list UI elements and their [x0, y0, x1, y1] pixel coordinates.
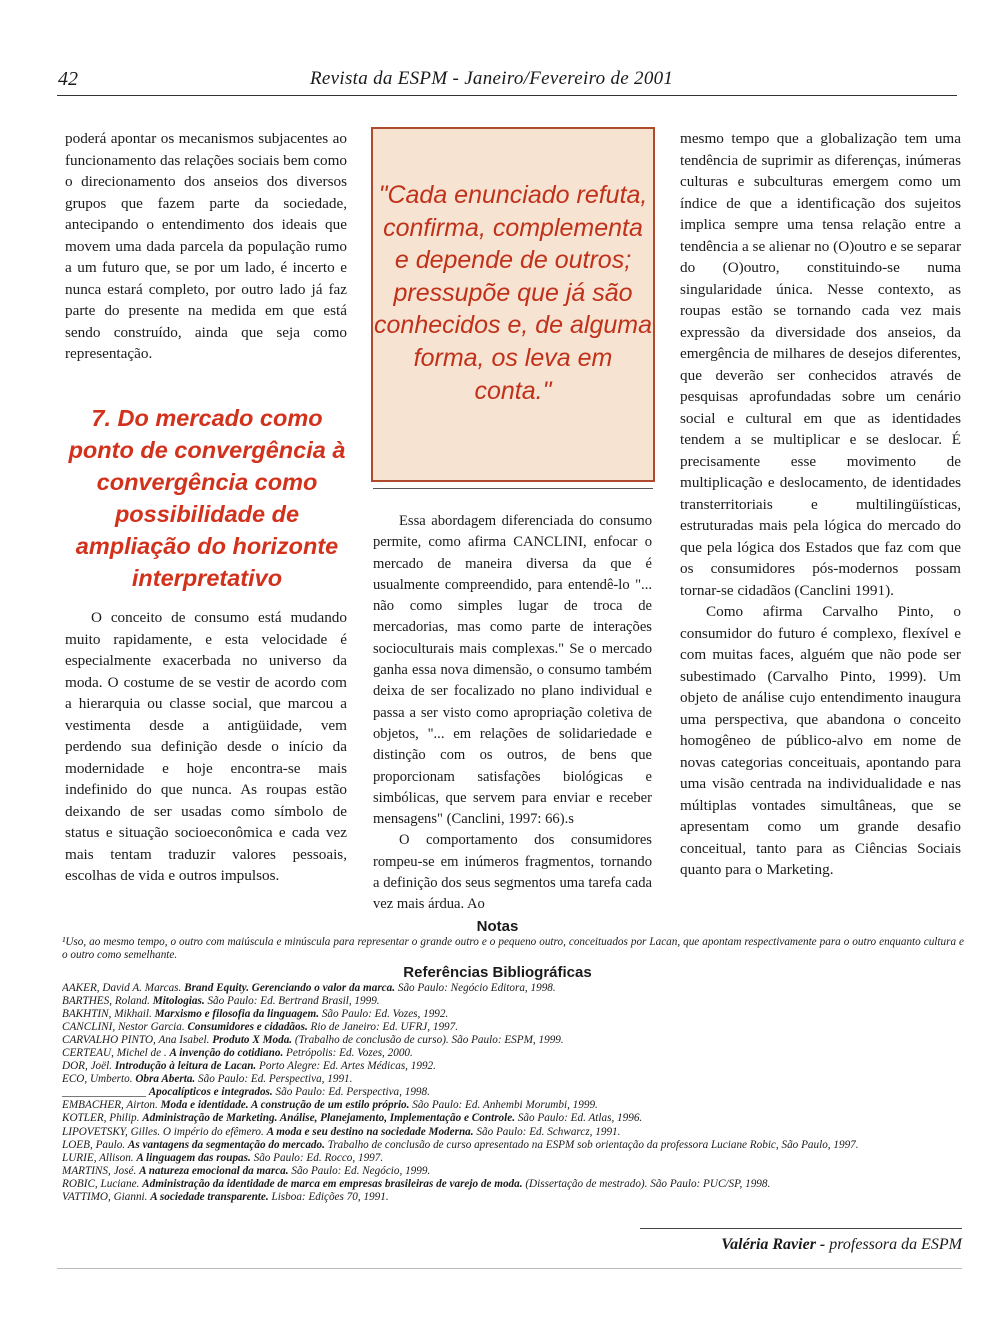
reference-list: [62, 982, 967, 1204]
references-heading: Referências Bibliográficas: [403, 964, 592, 981]
paragraph: Essa abordagem diferenciada do consumo permite, como afirma CANCLINI, enfocar o mercado de maneira diversa da que é usualmente compreendido, para entendê-lo "... não como simples lugar de troca de mercadorias, mas como parte de interações socioculturais mais complexas." Se o mercado ganha essa nova dimensão, o consumo também deixa de ser focalizado no plano individual e passa a ser visto como apropriação coletiva de objetos, "... em relações de solidariedade e distinção com os outros, de bens que proporcionam satisfações biológicas e simbólicas, que servem para enviar e receber mensagens" (Canclini, 1997: 66).s: [373, 513, 652, 828]
paragraph: mesmo tempo que a globalização tem uma tendência de suprimir as diferenças, inúmeras culturas e subculturas emergem como um índice de que a identificação dos sujeitos implica sempre uma tensa relação entre a tendência a se alienar no (O)outro e se separar do (O)outro, constituindo-se numa singularidade única. Nesse contexto, as roupas estão se tornando cada vez mais expressão da diversidade dos anseios, da emergência de milhares de desejos diferentes, que deverão ser conhecidos através de pesquisas aprofundadas sobre um cenário social e cultural em que as identidades tendem a se multiplicar e se deslocar. É precisamente esse movimento de multiplicação e deslocamento, de identidades transterritoriais e multilingüísticas, estruturadas mais pela lógica do mercado do que pela lógica dos Estados que faz com que os consumidores pós-modernos possam tornar-se cidadãos (Canclini 1991).: [680, 130, 961, 599]
reference-item: [62, 982, 967, 995]
reference-author: CERTEAU, Michel de .: [62, 1047, 167, 1060]
pull-quote-rule: [373, 488, 653, 489]
reference-author: LIPOVETSKY, Gilles. O império do efêmero.: [62, 1125, 264, 1138]
reference-author: BAKHTIN, Mikhail.: [62, 1008, 152, 1021]
reference-item: [62, 1086, 967, 1099]
paragraph: poderá apontar os mecanismos subjacentes ao funcionamento das relações sociais bem como o direcionamento dos anseios dos diversos grupos que fazem parte da sociedade, antecipando o entendimento dos ideais que movem uma dada parcela da população rumo a um futuro que, se por um lado, é incerto e nunca estará completo, por outro lado já faz parte do presente na medida em que está sendo construído, ainda que seja como representação.: [65, 130, 347, 362]
reference-author: MARTINS, José.: [62, 1164, 137, 1177]
reference-title: Obra Aberta.: [135, 1073, 196, 1086]
reference-item: [62, 1034, 967, 1047]
reference-title: Produto X Moda.: [212, 1034, 293, 1047]
column-3: [680, 128, 961, 881]
pull-quote-box: [371, 127, 655, 482]
page-number: 42: [58, 68, 78, 90]
reference-item: [62, 1112, 967, 1125]
reference-item: [62, 1165, 967, 1178]
running-header: Revista da ESPM - Janeiro/Fevereiro de 2001: [310, 68, 674, 89]
reference-author: LOEB, Paulo.: [62, 1138, 126, 1151]
column-2: [373, 511, 652, 916]
reference-title: Administração da identidade de marca em empresas brasileiras de varejo de moda.: [142, 1177, 523, 1190]
reference-publisher: Trabalho de conclusão de curso apresentado na ESPM sob orientação da professora Luciane Robic, São Paulo, 1997.: [327, 1138, 859, 1151]
reference-publisher: São Paulo: Ed. Bertrand Brasil, 1999.: [207, 995, 380, 1008]
reference-author: BARTHES, Roland.: [62, 995, 150, 1008]
reference-title: Moda e identidade. A construção de um estilo próprio.: [160, 1099, 410, 1112]
reference-title: A invenção do cotidiano.: [169, 1047, 284, 1060]
reference-author: KOTLER, Philip.: [62, 1112, 140, 1125]
reference-title: A natureza emocional da marca.: [139, 1164, 289, 1177]
reference-item: [62, 1008, 967, 1021]
paragraph: Como afirma Carvalho Pinto, o consumidor do futuro é complexo, flexível e com muitas faces, alguém que não pode ser subestimado (Carvalho Pinto, 1999). Um objeto de análise cujo entendimento inaugura uma perspectiva, que abandona o conceito homogêneo de público-alvo em nome de novas categorias conceituais, apontando para uma visão centrada na individualidade e nas múltiplas vontades simultâneas, que se apresentam como um grande desafio conceitual, tanto para as Ciências Sociais quanto para o Marketing.: [680, 603, 961, 878]
paragraph: O comportamento dos consumidores rompeu-se em inúmeros fragmentos, tornando a definição dos seus segmentos uma tarefa cada vez mais árdua. Ao: [373, 832, 652, 913]
column-1-top: [65, 128, 347, 365]
reference-title: Marxismo e filosofia da linguagem.: [154, 1008, 320, 1021]
signature-rule: [640, 1228, 962, 1229]
reference-item: [62, 1126, 967, 1139]
footnote: ¹Uso, ao mesmo tempo, o outro com maiúscula e minúscula para representar o grande outro e o pequeno outro, conceituados por Lacan, que apontam respectivamente para o outro enquanto cultura e o outro como semelhante.: [62, 936, 964, 961]
reference-item: [62, 1191, 967, 1204]
reference-author: CARVALHO PINTO, Ana Isabel.: [62, 1034, 210, 1047]
paragraph: O conceito de consumo está mudando muito rapidamente, e esta velocidade é especialmente exacerbada no universo da moda. O costume de se vestir de acordo com a hierarquia ou classe social, que marcou a vestimenta desde a antigüidade, vem perdendo sua definição desde o início da modernidade e hoje encontra-se mais indefinido do que nunca. As roupas estão deixando de ser usadas como símbolo de status e situação socioeconômica e cada vez mais tentam traduzir valores pessoais, escolhas de vida e outros impulsos.: [65, 609, 347, 884]
reference-title: Introdução à leitura de Lacan.: [114, 1060, 257, 1073]
reference-publisher: (Dissertação de mestrado). São Paulo: PUC/SP, 1998.: [525, 1177, 771, 1190]
reference-title: A moda e seu destino na sociedade Moderna.: [266, 1125, 474, 1138]
reference-author: ECO, Umberto.: [62, 1073, 133, 1086]
footer-rule: [57, 1268, 962, 1269]
reference-item: [62, 1152, 967, 1165]
reference-publisher: São Paulo: Ed. Vozes, 1992.: [321, 1008, 449, 1021]
reference-title: Mitologias.: [152, 995, 205, 1008]
reference-author: CANCLINI, Nestor Garcia.: [62, 1021, 185, 1034]
reference-title: A sociedade transparente.: [150, 1190, 269, 1203]
reference-title: Administração de Marketing. Análise, Planejamento, Implementação e Controle.: [142, 1112, 516, 1125]
reference-item: [62, 1060, 967, 1073]
reference-author: ROBIC, Luciane.: [62, 1177, 140, 1190]
reference-item: [62, 1021, 967, 1034]
reference-title: Consumidores e cidadãos.: [187, 1021, 308, 1034]
reference-author: DOR, Joël.: [62, 1060, 113, 1073]
reference-publisher: São Paulo: Ed. Negócio, 1999.: [291, 1164, 431, 1177]
column-1-bottom: [65, 607, 347, 887]
reference-publisher: São Paulo: Negócio Editora, 1998.: [397, 982, 556, 994]
reference-title: As vantagens da segmentação do mercado.: [127, 1138, 325, 1151]
reference-publisher: São Paulo: Ed. Schwarcz, 1991.: [476, 1125, 621, 1138]
reference-item: [62, 1099, 967, 1112]
author-name: Valéria Ravier -: [721, 1236, 826, 1253]
reference-publisher: Porto Alegre: Ed. Artes Médicas, 1992.: [259, 1060, 436, 1073]
reference-item: [62, 1178, 967, 1191]
notes-heading: Notas: [476, 918, 519, 935]
reference-publisher: Rio de Janeiro: Ed. UFRJ, 1997.: [310, 1021, 459, 1034]
reference-title: Brand Equity. Gerenciando o valor da marca.: [184, 982, 396, 994]
reference-author: _______________: [62, 1086, 146, 1099]
author-signature: [700, 1236, 962, 1254]
reference-author: LURIE, Allison.: [62, 1151, 134, 1164]
reference-publisher: São Paulo: Ed. Atlas, 1996.: [517, 1112, 643, 1125]
reference-author: AAKER, David A. Marcas.: [62, 982, 182, 994]
reference-item: [62, 1139, 967, 1152]
reference-item: [62, 1073, 967, 1086]
section-heading: 7. Do mercado como ponto de convergência à convergência como possibilidade de ampliação do horizonte interpretativo: [68, 405, 346, 591]
reference-item: [62, 995, 967, 1008]
header-rule: [57, 95, 957, 96]
reference-publisher: São Paulo: Ed. Anhembi Morumbi, 1999.: [412, 1099, 598, 1112]
reference-publisher: Lisboa: Edições 70, 1991.: [271, 1190, 389, 1203]
reference-publisher: São Paulo: Ed. Perspectiva, 1991.: [198, 1073, 353, 1086]
reference-title: Apocalípticos e integrados.: [148, 1086, 273, 1099]
reference-author: VATTIMO, Gianni.: [62, 1190, 148, 1203]
reference-author: EMBACHER, Airton.: [62, 1099, 158, 1112]
reference-title: A linguagem das roupas.: [136, 1151, 251, 1164]
reference-item: [62, 1047, 967, 1060]
author-role: professora da ESPM: [829, 1236, 962, 1253]
reference-publisher: Petrópolis: Ed. Vozes, 2000.: [286, 1047, 413, 1060]
reference-publisher: São Paulo: Ed. Perspectiva, 1998.: [275, 1086, 430, 1099]
reference-publisher: São Paulo: Ed. Rocco, 1997.: [253, 1151, 384, 1164]
reference-publisher: (Trabalho de conclusão de curso). São Paulo: ESPM, 1999.: [294, 1034, 564, 1047]
pull-quote: "Cada enunciado refuta, confirma, complementa e depende de outros; pressupõe que já são conhecidos e, de alguma forma, os leva em conta.": [374, 181, 652, 405]
